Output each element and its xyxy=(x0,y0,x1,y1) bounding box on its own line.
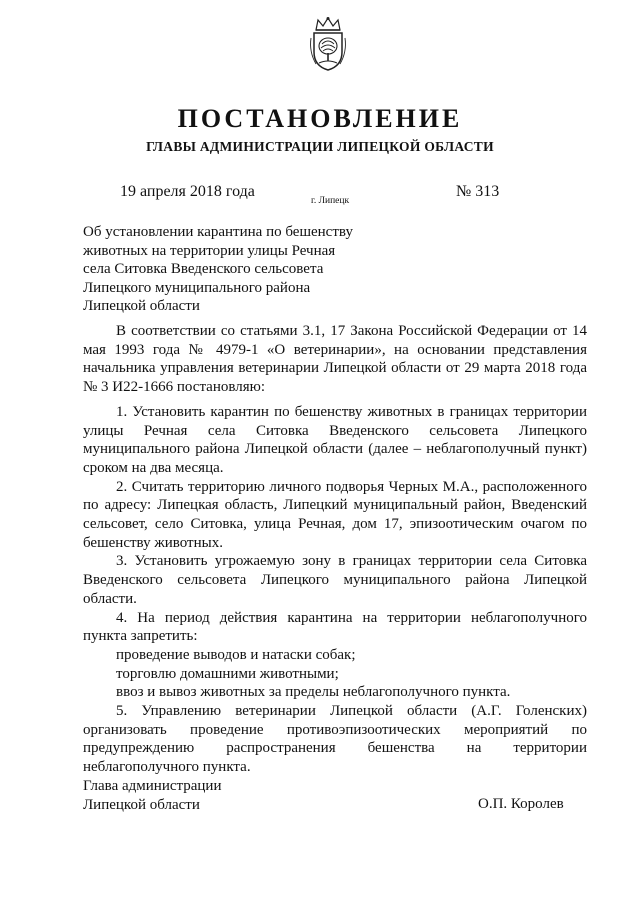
document-title: ПОСТАНОВЛЕНИЕ xyxy=(177,104,463,133)
preamble-paragraph: В соответствии со статьями 3.1, 17 Закона Российской Федерации от 14 мая 1993 года № 4979-1 «О ветеринарии», на основании представления начальника управления ветеринарии Липецкой области от 29 марта 2018 года № 3 И22-1666 постановляю: xyxy=(83,323,587,396)
subject-line: села Ситовка Введенского сельсовета xyxy=(83,261,324,277)
subject-line: Липецкой области xyxy=(83,298,200,314)
subject-line: Липецкого муниципального района xyxy=(83,279,311,296)
document-date: 19 апреля 2018 года xyxy=(120,183,255,200)
signer-position-line: Липецкой области xyxy=(83,796,200,813)
document-city: г. Липецк xyxy=(311,196,350,206)
document-body xyxy=(83,322,587,777)
item-4-list-entry: ввоз и вывоз животных за пределы неблагополучного пункта. xyxy=(116,684,511,701)
item-4-list-entry: проведение выводов и натаски собак; xyxy=(116,646,356,663)
subject-line: животных на территории улицы Речная xyxy=(83,242,336,259)
signer-position xyxy=(83,777,221,814)
signer-name: О.П. Королев xyxy=(478,796,564,812)
document-subtitle: ГЛАВЫ АДМИНИСТРАЦИИ ЛИПЕЦКОЙ ОБЛАСТИ xyxy=(146,139,494,154)
item-5-paragraph: 5. Управлению ветеринарии Липецкой области (А.Г. Голенских) организовать проведение противоэпизоотических мероприятий по предупреждению распространения бешенства на территории неблагополучного пункта. xyxy=(83,703,587,776)
item-4-list-entry: торговлю домашними животными; xyxy=(116,665,339,682)
item-4-paragraph: 4. На период действия карантина на территории неблагополучного пункта запретить: xyxy=(83,609,587,645)
document-number: № 313 xyxy=(456,183,500,200)
item-2-paragraph: 2. Считать территорию личного подворья Черных М.А., расположенного по адресу: Липецкая область, Липецкий муниципальный район, Введенский сельсовет, село Ситовка, улица Речная, дом 17, эпизоотическим очагом по бешенству животных. xyxy=(83,478,587,551)
document-subject xyxy=(83,223,383,316)
subject-line: Об установлении карантина по бешенству xyxy=(83,224,353,240)
signer-position-line: Глава администрации xyxy=(83,778,222,794)
coat-of-arms-icon xyxy=(308,16,348,72)
item-1-paragraph: 1. Установить карантин по бешенству животных в границах территории улицы Речная села Ситовка Введенского сельсовета Липецкого муниципального района Липецкой области (далее – неблагополучный пункт) сроком на два месяца. xyxy=(83,403,587,476)
item-3-paragraph: 3. Установить угрожаемую зону в границах территории села Ситовка Введенского сельсовета Липецкого муниципального района Липецкой области. xyxy=(83,553,587,607)
